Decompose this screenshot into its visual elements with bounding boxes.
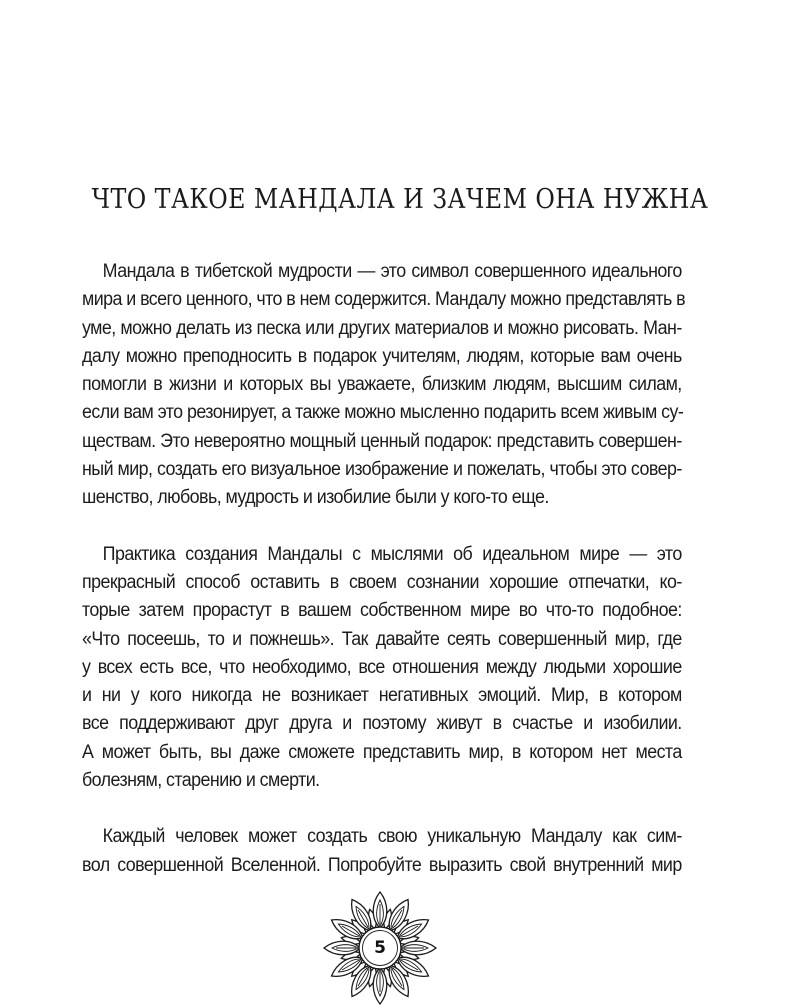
text-line: все поддерживают друг друга и поэтому живут в счастье и изобилии. [82, 713, 682, 735]
text-line: помогли в жизни и которых вы уважаете, близким людям, высшим силам, [82, 374, 682, 396]
text-line: А может быть, вы даже сможете представить мир, в котором нет места [82, 741, 682, 763]
text-line: шенство, любовь, мудрость и изобилие были у кого-то еще. [82, 487, 549, 509]
text-line: если вам это резонирует, а также можно мысленно подарить всем живым су- [82, 402, 684, 424]
text-line: прекрасный способ оставить в своем сознании хорошие отпечатки, ко- [82, 571, 682, 593]
text-line: мира и всего ценного, что в нем содержится. Мандалу можно представлять в [82, 289, 686, 311]
paragraph-2 [82, 541, 682, 796]
text-line: Каждый человек может создать свою уникальную Мандалу как сим- [102, 826, 682, 848]
body-text [82, 258, 686, 908]
text-line: ный мир, создать его визуальное изображение и пожелать, чтобы это совер- [82, 459, 682, 481]
paragraph-1 [82, 258, 686, 513]
text-line: и ни у кого никогда не возникает негативных эмоций. Мир, в котором [82, 685, 682, 707]
text-line: ществам. Это невероятно мощный ценный подарок: представить совершен- [82, 430, 682, 452]
page-number: 5 [374, 938, 386, 958]
text-line: Мандала в тибетской мудрости — это символ совершенного идеального [102, 261, 682, 282]
text-line: у всех есть все, что необходимо, все отношения между людьми хорошие [82, 656, 682, 678]
paragraph-3 [82, 823, 682, 880]
text-line: далу можно преподносить в подарок учителям, людям, которые вам очень [82, 345, 682, 367]
text-line: торые затем прорастут в вашем собственном мире во что-то подобное: [82, 600, 682, 622]
text-line: вол совершенной Вселенной. Попробуйте выразить свой внутренний мир [82, 854, 682, 876]
text-line: Практика создания Мандалы с мыслями об идеальном мире — это [102, 543, 682, 565]
text-line: «Что посеешь, то и пожнешь». Так давайте сеять совершенный мир, где [82, 628, 682, 650]
chapter-title: ЧТО ТАКОЕ МАНДАЛА И ЗАЧЕМ ОНА НУЖНА [91, 184, 709, 215]
text-line: уме, можно делать из песка или других материалов и можно рисовать. Ман- [82, 317, 682, 339]
text-line: болезням, старению и смерти. [82, 770, 320, 792]
